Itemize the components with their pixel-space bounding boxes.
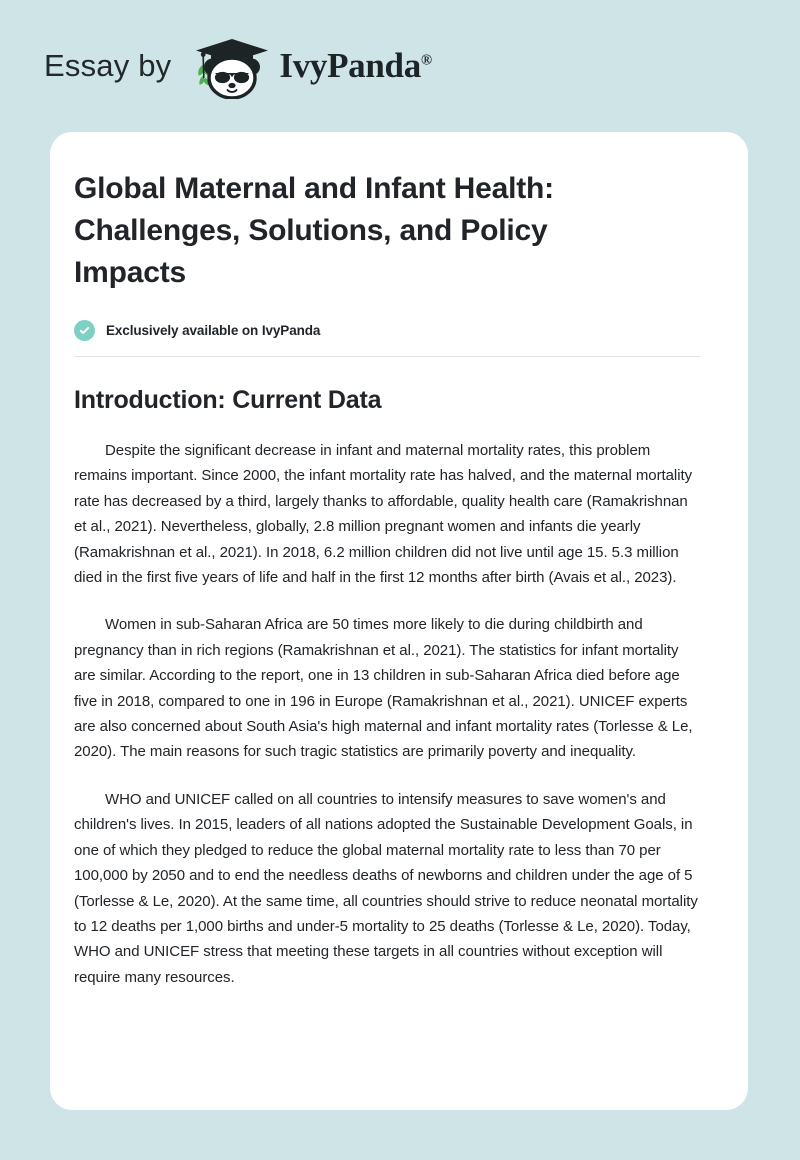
document-card [50, 132, 748, 1110]
paragraph: WHO and UNICEF called on all countries to intensify measures to save women's and children's lives. In 2015, leaders of all nations adopted the Sustainable Development Goals, in one of which they pledged to reduce the global maternal mortality rate to less than 70 per 100,000 by 2050 and to end the needless deaths of newborns and children under the age of 5 (Torlesse & Le, 2020). At the same time, all countries should strive to reduce neonatal mortality to 12 deaths per 1,000 births and under-5 mortality to 25 deaths (Torlesse & Le, 2020). Today, WHO and UNICEF stress that meeting these targets in all countries without exception will require many resources. [74, 790, 698, 986]
check-circle-icon [74, 320, 95, 341]
paragraph: Women in sub-Saharan Africa are 50 times more likely to die during childbirth and pregnancy than in rich regions (Ramakrishnan et al., 2021). The statistics for infant mortality are similar. According to the report, one in 13 children in sub-Saharan Africa died before age five in 2018, compared to one in 196 in Europe (Ramakrishnan et al., 2021). UNICEF experts are also concerned about South Asia's high maternal and infant mortality rates (Torlesse & Le, 2020). The main reasons for such tragic statistics are primarily poverty and inequality. [74, 616, 693, 761]
ivypanda-logo [189, 33, 431, 99]
body-text [74, 438, 700, 990]
page-title: Global Maternal and Infant Health: Challenges, Solutions, and Policy Impacts [74, 172, 554, 289]
exclusive-availability-badge [74, 320, 700, 341]
header-divider [74, 356, 700, 357]
document-content [50, 132, 748, 990]
essay-by-label: Essay by [44, 48, 172, 83]
brand-name-text: IvyPanda [279, 46, 421, 85]
panda-graduate-logo-icon [189, 33, 275, 99]
paragraph: Despite the significant decrease in infant and maternal mortality rates, this problem remains important. Since 2000, the infant mortality rate has halved, and the maternal mortality rate has decreased by a third, largely thanks to affordable, quality health care (Ramakrishnan et al., 2021). Nevertheless, globally, 2.8 million pregnant women and infants die yearly (Ramakrishnan et al., 2021). In 2018, 6.2 million children did not live until age 15. 5.3 million died in the first five years of life and half in the first 12 months after birth (Avais et al., 2023). [74, 442, 693, 587]
ivypanda-wordmark [279, 46, 431, 86]
brand-header [0, 0, 800, 132]
registered-trademark-symbol: ® [420, 52, 432, 69]
section-heading: Introduction: Current Data [74, 386, 382, 414]
exclusive-availability-label: Exclusively available on IvyPanda [106, 323, 321, 338]
